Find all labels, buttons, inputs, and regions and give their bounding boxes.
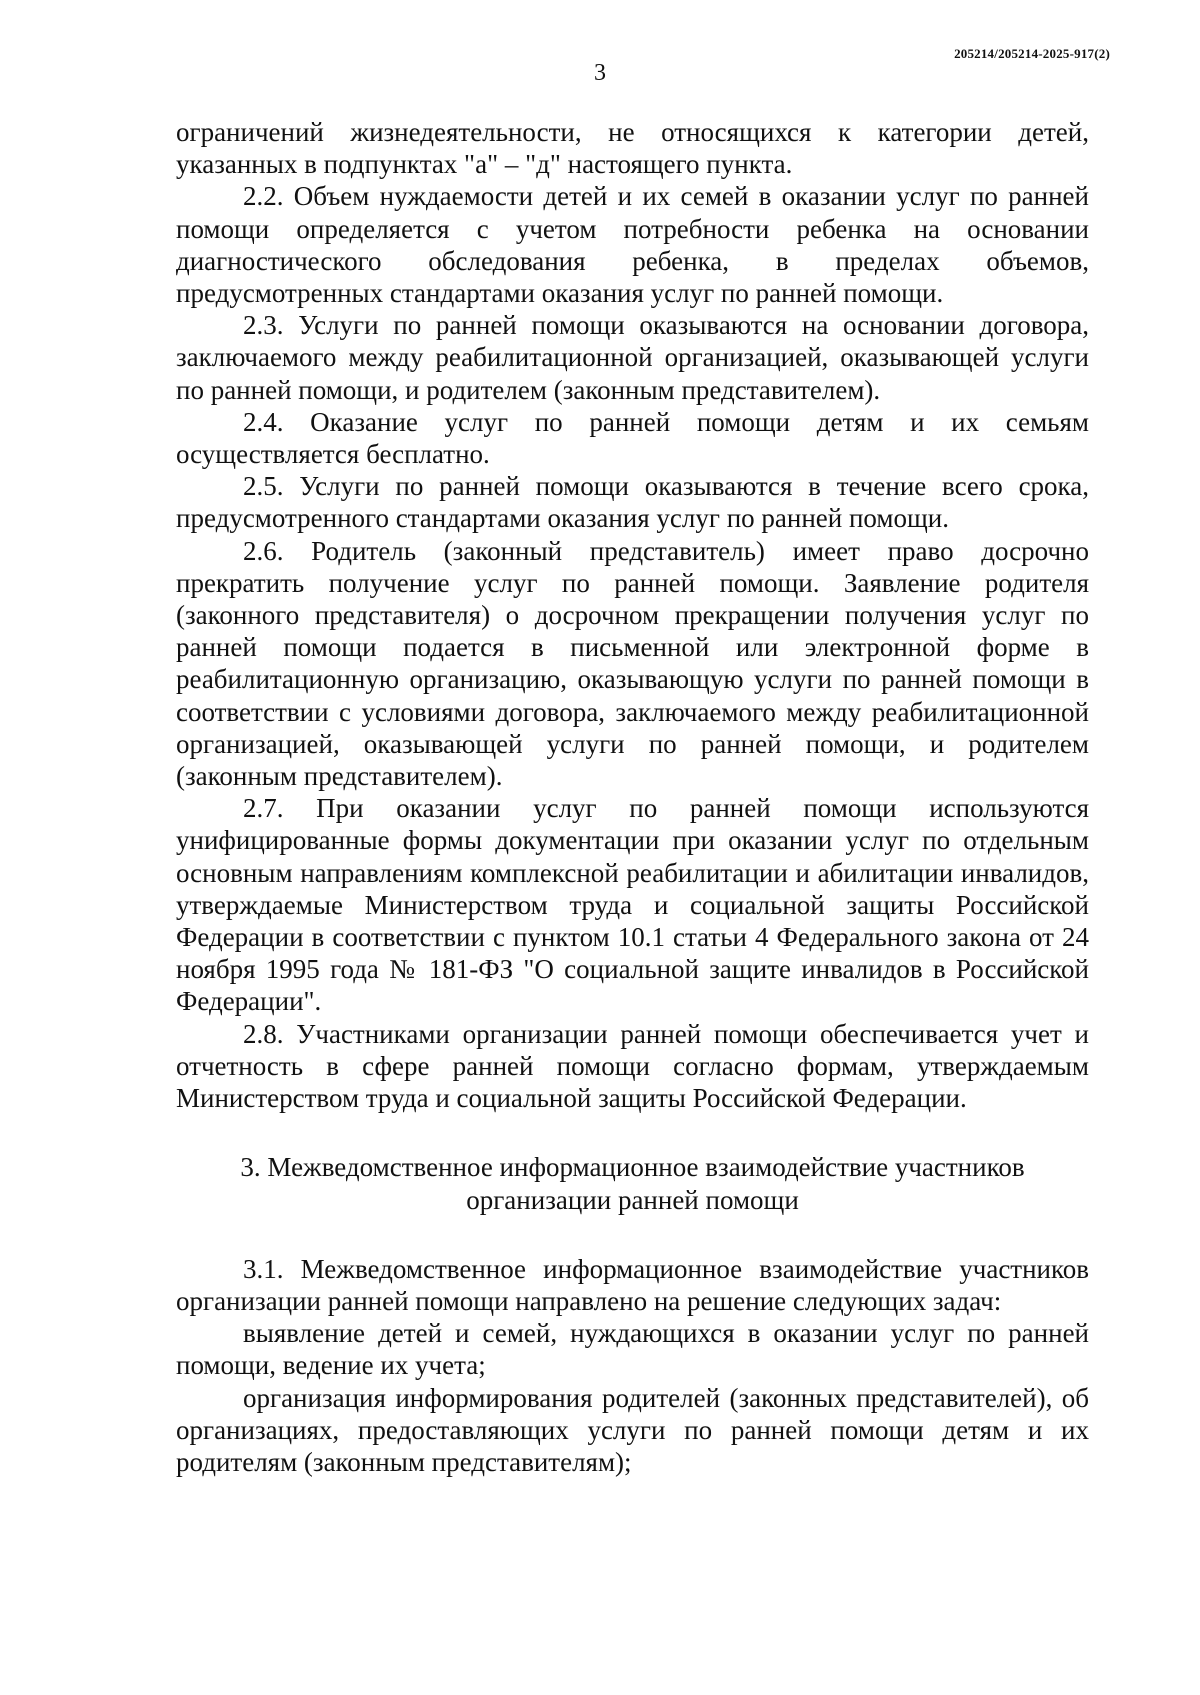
paragraph-2-6: 2.6. Родитель (законный представитель) имеет право досрочно прекратить получение услуг по ранней помощи. Заявление родителя (законного представителя) о досрочном прекращении получения услуг по ранней помощи подается в письменной или электронной форме в реабилитационную организацию, оказывающую услуги по ранней помощи в соответствии с условиями договора, заключаемого между реабилитационной организацией, оказывающей услуги по ранней помощи, и родителем (законным представителем).	[176, 535, 1089, 792]
paragraph-2-3: 2.3. Услуги по ранней помощи оказываются на основании договора, заключаемого между реабилитационной организацией, оказывающей услуги по ранней помощи, и родителем (законным представителем).	[176, 310, 1089, 405]
document-id: 205214/205214-2025-917(2)	[954, 46, 1110, 61]
section-heading	[176, 1151, 1089, 1215]
paragraph-continuation: ограничений жизнедеятельности, не относящихся к категории детей, указанных в подпунктах "а" – "д" настоящего пункта.	[176, 117, 1089, 180]
document-body	[176, 116, 1089, 1478]
paragraph-2-2: 2.2. Объем нуждаемости детей и их семей в оказании услуг по ранней помощи определяется с учетом потребности ребенка на основании диагностического обследования ребенка, в пределах объемов, предусмотренных стандартами оказания услуг по ранней помощи.	[176, 181, 1089, 309]
paragraph-2-8: 2.8. Участниками организации ранней помощи обеспечивается учет и отчетность в сфере ранней помощи согласно формам, утверждаемым Министерством труда и социальной защиты Российской Федерации.	[176, 1018, 1089, 1114]
list-item-identification: выявление детей и семей, нуждающихся в оказании услуг по ранней помощи, ведение их учета;	[176, 1318, 1089, 1381]
section-heading-line1: 3. Межведомственное информационное взаимодействие участников	[240, 1152, 1025, 1183]
list-item-informing: организация информирования родителей (законных представителей), об организациях, предоставляющих услуги по ранней помощи детям и их родителям (законным представителям);	[176, 1382, 1089, 1477]
paragraph-3-1: 3.1. Межведомственное информационное взаимодействие участников организации ранней помощи направлено на решение следующих задач:	[176, 1253, 1089, 1316]
paragraph-2-7: 2.7. При оказании услуг по ранней помощи используются унифицированные формы документации при оказании услуг по отдельным основным направлениям комплексной реабилитации и абилитации инвалидов, утверждаемые Министерством труда и социальной защиты Российской Федерации в соответствии с пунктом 10.1 статьи 4 Федерального закона от 24 ноября 1995 года № 181-ФЗ "О социальной защите инвалидов в Российской Федерации".	[176, 793, 1089, 1017]
section-heading-line2: организации ранней помощи	[466, 1184, 799, 1215]
paragraph-2-5: 2.5. Услуги по ранней помощи оказываются в течение всего срока, предусмотренного стандартами оказания услуг по ранней помощи.	[176, 471, 1089, 534]
page-number: 3	[594, 60, 606, 86]
paragraph-2-4: 2.4. Оказание услуг по ранней помощи детям и их семьям осуществляется бесплатно.	[176, 406, 1089, 470]
